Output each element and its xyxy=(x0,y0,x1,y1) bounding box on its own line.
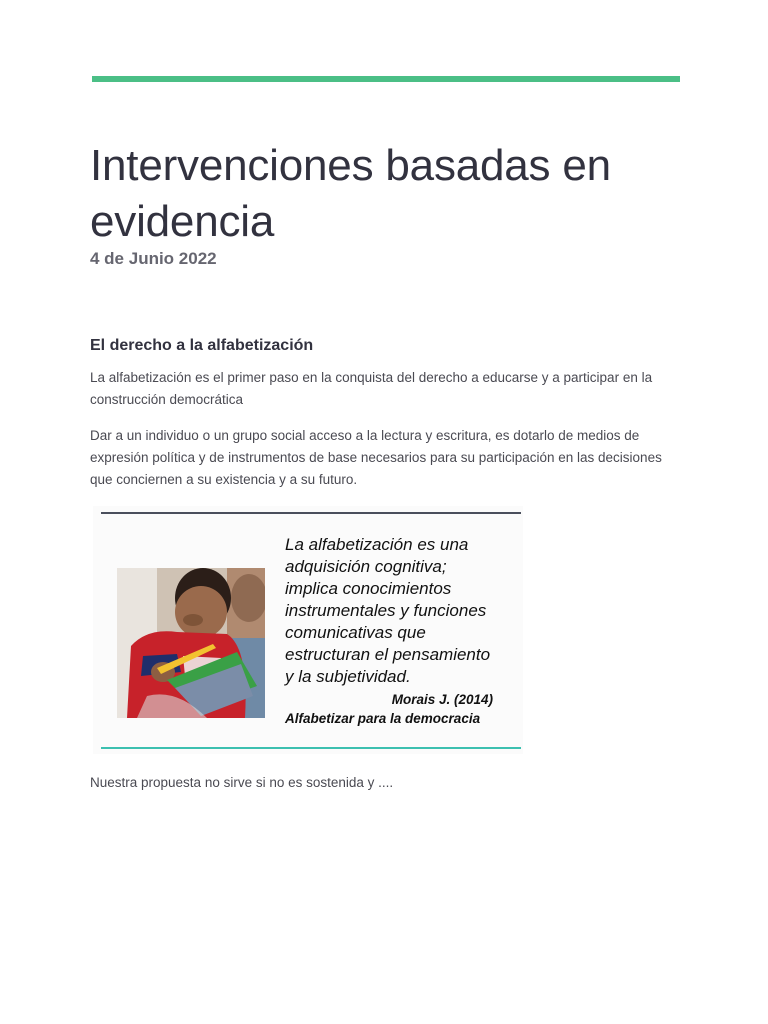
child-reading-illustration xyxy=(117,568,265,718)
figure-top-rule xyxy=(101,512,521,514)
quote-block xyxy=(285,534,515,728)
quote-line: La alfabetización es una xyxy=(285,535,469,554)
figure-bottom-rule xyxy=(101,747,521,749)
paragraph-access: Dar a un individuo o un grupo social acceso a la lectura y escritura, es dotarlo de medios de expresión política y de instrumentos de base necesarios para su participación en las decisiones que conciernen a su existencia y a su futuro. xyxy=(90,428,662,487)
quote-line: y la subjetividad. xyxy=(285,667,411,686)
quote-source: Alfabetizar para la democracia xyxy=(285,711,481,726)
section-heading: El derecho a la alfabetización xyxy=(90,337,314,354)
top-accent-rule xyxy=(92,76,680,82)
article-title: Intervenciones basadas en evidencia xyxy=(90,141,611,246)
article-date: 4 de Junio 2022 xyxy=(90,249,217,268)
quote-text xyxy=(285,534,515,688)
paragraph-intro: La alfabetización es el primer paso en la conquista del derecho a educarse y a participar en la construcción democrática xyxy=(90,370,653,407)
quote-line: adquisición cognitiva; xyxy=(285,557,447,576)
quote-line: instrumentales y funciones xyxy=(285,601,487,620)
quote-figure xyxy=(93,506,523,754)
paragraph-closing: Nuestra propuesta no sirve si no es sostenida y .... xyxy=(90,775,394,790)
quote-line: comunicativas que xyxy=(285,623,426,642)
child-reading-photo xyxy=(117,568,265,718)
quote-author: Morais J. (2014) xyxy=(391,692,493,707)
quote-line: implica conocimientos xyxy=(285,579,452,598)
quote-line: estructuran el pensamiento xyxy=(285,645,491,664)
